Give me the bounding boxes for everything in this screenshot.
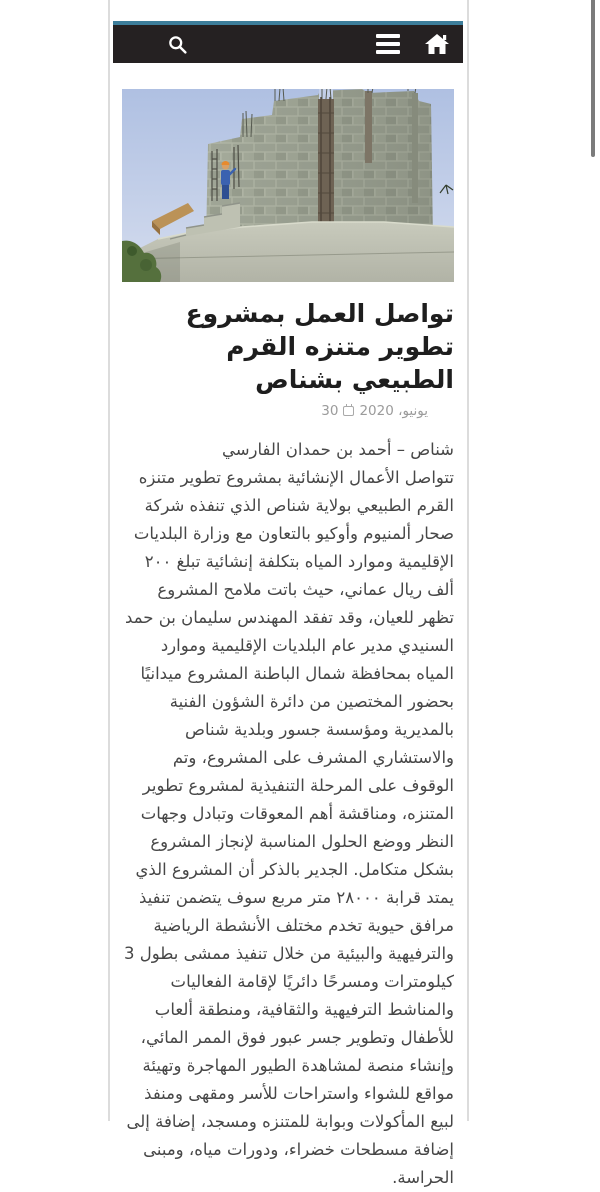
mobile-page [110,0,466,1187]
scrollbar-thumb[interactable] [591,0,595,157]
article-date-row [122,403,454,419]
home-button[interactable] [424,32,450,56]
date-month-year: يونيو، 2020 [359,403,428,419]
article [122,89,454,1192]
top-navbar [113,21,463,63]
page-right-border [467,0,469,1121]
article-image [122,89,454,282]
search-button[interactable] [165,32,189,56]
home-icon [424,32,450,56]
hamburger-icon [376,34,400,38]
calendar-icon [343,406,354,416]
search-icon [167,34,188,55]
article-byline: شناص – أحمد بن حمدان الفارسي [221,440,454,459]
menu-button[interactable] [376,34,400,54]
date-day: 30 [321,403,339,419]
article-body [122,436,454,1192]
article-body-text: تتواصل الأعمال الإنشائية بمشروع تطوير متنزه القرم الطبيعي بولاية شناص الذي تنفذه شركة صحار ألمنيوم وأوكيو بالتعاون مع وزارة البلديات الإقليمية وموارد المياه بتكلفة إنشائية تبلغ ٢٠٠ ألف ريال عماني، حيث باتت ملامح المشروع تظهر للعيان، وقد تفقد المهندس سليمان بن حمد السنيدي مدير عام البلديات الإقليمية وموارد المياه بمحافظة شمال الباطنة المشروع ميدانيًا بحضور المختصين من دائرة الشؤون الفنية بالمديرية ومؤسسة جسور وبلدية شناص والاستشاري المشرف على المشروع، وتم الوقوف على المرحلة التنفيذية لمشروع تطوير المتنزه، ومناقشة أهم المعوقات وتبادل وجهات النظر ووضع الحلول المناسبة لإنجاز المشروع بشكل متكامل. الجدير بالذكر أن المشروع الذي يمتد قرابة ٢٨٠٠٠ متر مربع سوف يتضمن تنفيذ مرافق حيوية تخدم مختلف الأنشطة الرياضية والترفيهية والبيئية من خلال تنفيذ ممشى بطول 3 كيلومترات ومسرحًا دائريًا لإقامة الفعاليات والمناشط الترفيهية والثقافية، ومنطقة ألعاب للأطفال وتطوير جسر عبور فوق الممر المائي، وإنشاء منصة لمشاهدة الطيور المهاجرة وتهيئة مواقع للشواء واستراحات للأسر ومقهى ومنفذ لبيع المأكولات وبوابة للمتنزه ومسجد، إضافة إلى إضافة مسطحات خضراء، ودورات مياه، ومبنى الحراسة. [124,468,454,1187]
article-title: تواصل العمل بمشروع تطوير متنزه القرم الطبيعي بشناص [185,299,454,394]
